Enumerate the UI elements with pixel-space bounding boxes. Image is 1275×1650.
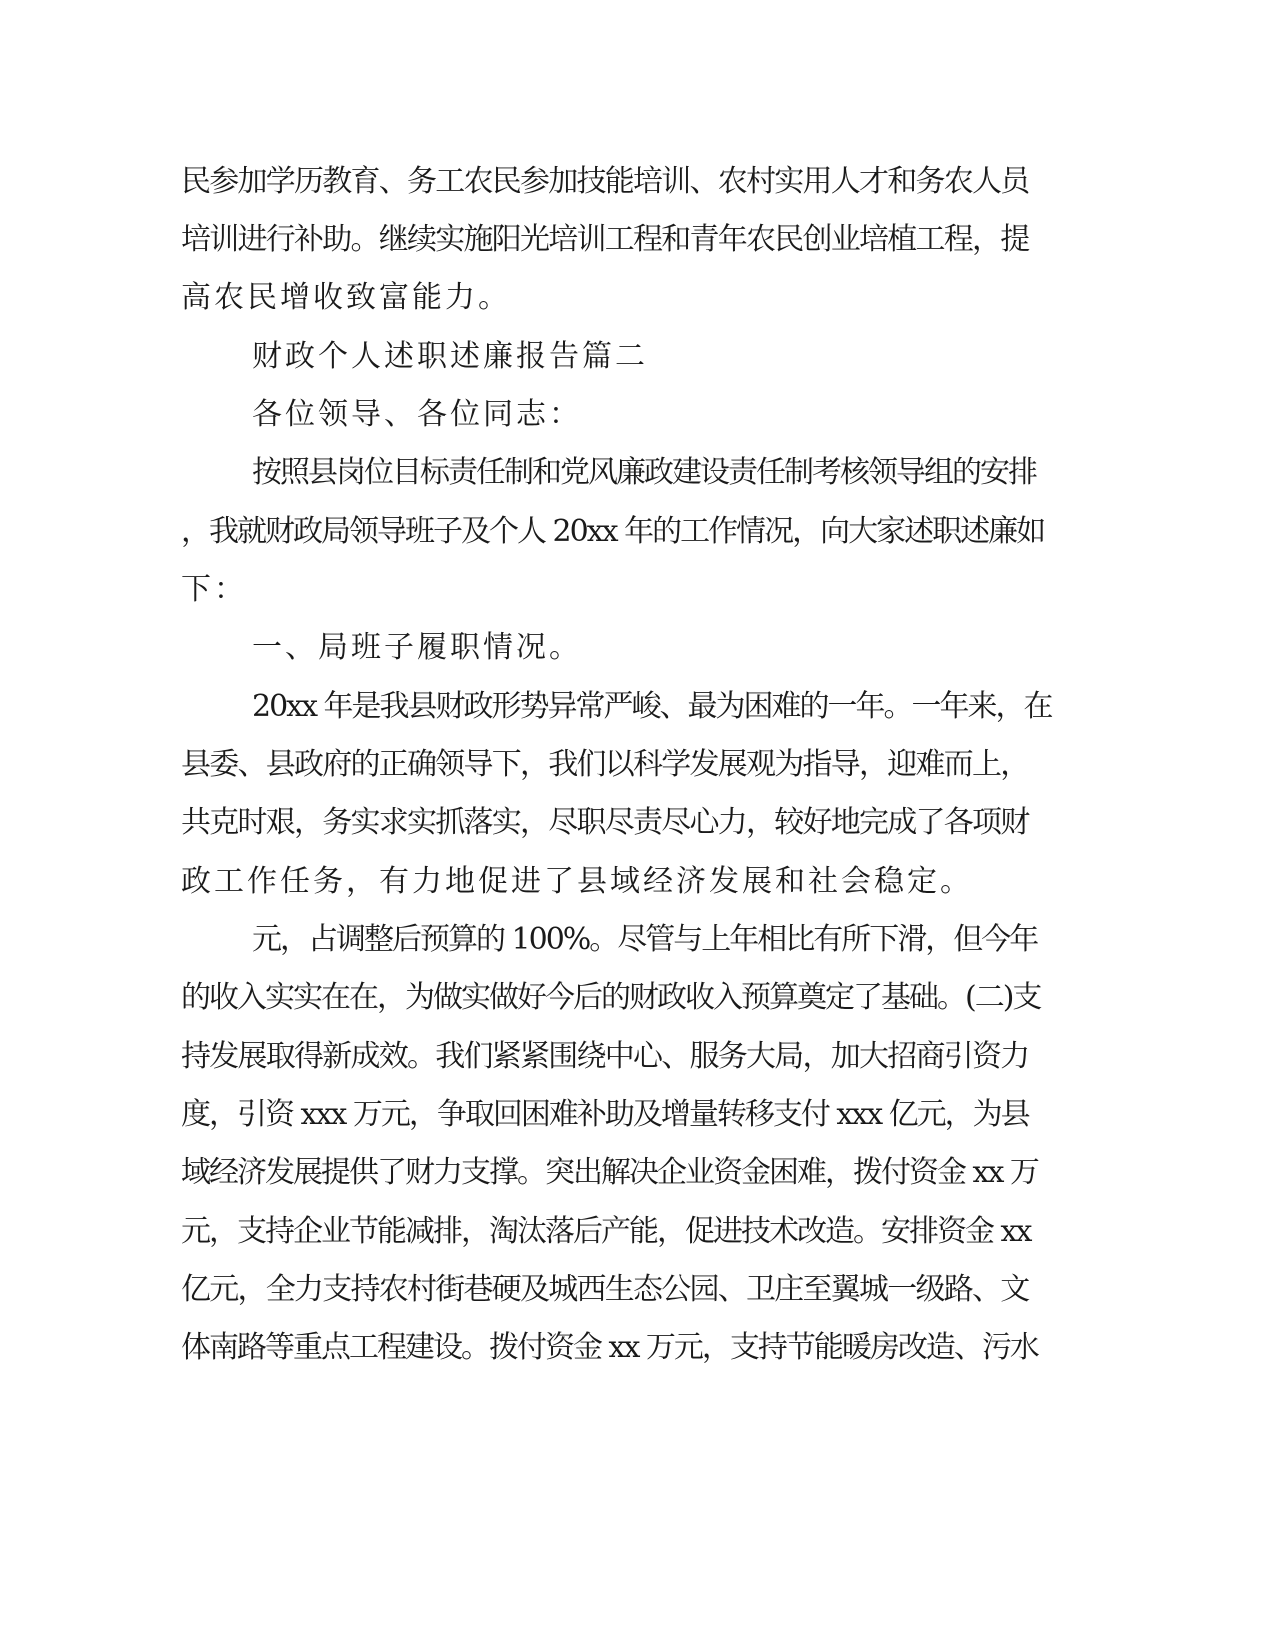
text-line: 20xx 年是我县财政形势异常严峻、最为困难的一年。一年来，在 xyxy=(252,689,1052,724)
text-line: 民参加学历教育、务工农民参加技能培训、农村实用人才和务农人员 xyxy=(181,164,1029,199)
text-line: ，我就财政局领导班子及个人 20xx 年的工作情况，向大家述职述廉如 xyxy=(181,514,1045,549)
text-line: 高农民增收致富能力。 xyxy=(181,280,511,315)
text-line: 元，支持企业节能减排，淘汰落后产能，促进技术改造。安排资金 xx xyxy=(181,1214,1031,1249)
text-line: 域经济发展提供了财力支撑。突出解决企业资金困难，拨付资金 xx 万 xyxy=(181,1155,1038,1190)
text-line: 下： xyxy=(181,572,247,607)
text-line: 体南路等重点工程建设。拨付资金 xx 万元，支持节能暖房改造、污水 xyxy=(181,1330,1038,1365)
text-line: 的收入实实在在，为做实做好今后的财政收入预算奠定了基础。(二)支 xyxy=(181,980,1041,1015)
text-line: 培训进行补助。继续实施阳光培训工程和青年农民创业培植工程，提 xyxy=(181,222,1029,257)
text-line: 元，占调整后预算的 100%。尽管与上年相比有所下滑，但今年 xyxy=(252,922,1038,957)
text-line: 按照县岗位目标责任制和党风廉政建设责任制考核领导组的安排 xyxy=(252,455,1036,490)
salutation: 各位领导、各位同志： xyxy=(252,397,582,432)
section-heading: 财政个人述职述廉报告篇二 xyxy=(252,339,648,374)
text-line: 县委、县政府的正确领导下，我们以科学发展观为指导，迎难而上， xyxy=(181,747,1029,782)
text-line: 度，引资 xxx 万元，争取回困难补助及增量转移支付 xxx 亿元，为县 xyxy=(181,1097,1029,1132)
subsection-heading: 一、局班子履职情况。 xyxy=(252,630,582,665)
text-line: 持发展取得新成效。我们紧紧围绕中心、服务大局，加大招商引资力 xyxy=(181,1039,1029,1074)
text-line: 共克时艰，务实求实抓落实，尽职尽责尽心力，较好地完成了各项财 xyxy=(181,805,1029,840)
text-line: 亿元，全力支持农村街巷硬及城西生态公园、卫庄至翼城一级路、文 xyxy=(181,1272,1029,1307)
text-line: 政工作任务，有力地促进了县域经济发展和社会稳定。 xyxy=(181,864,973,899)
